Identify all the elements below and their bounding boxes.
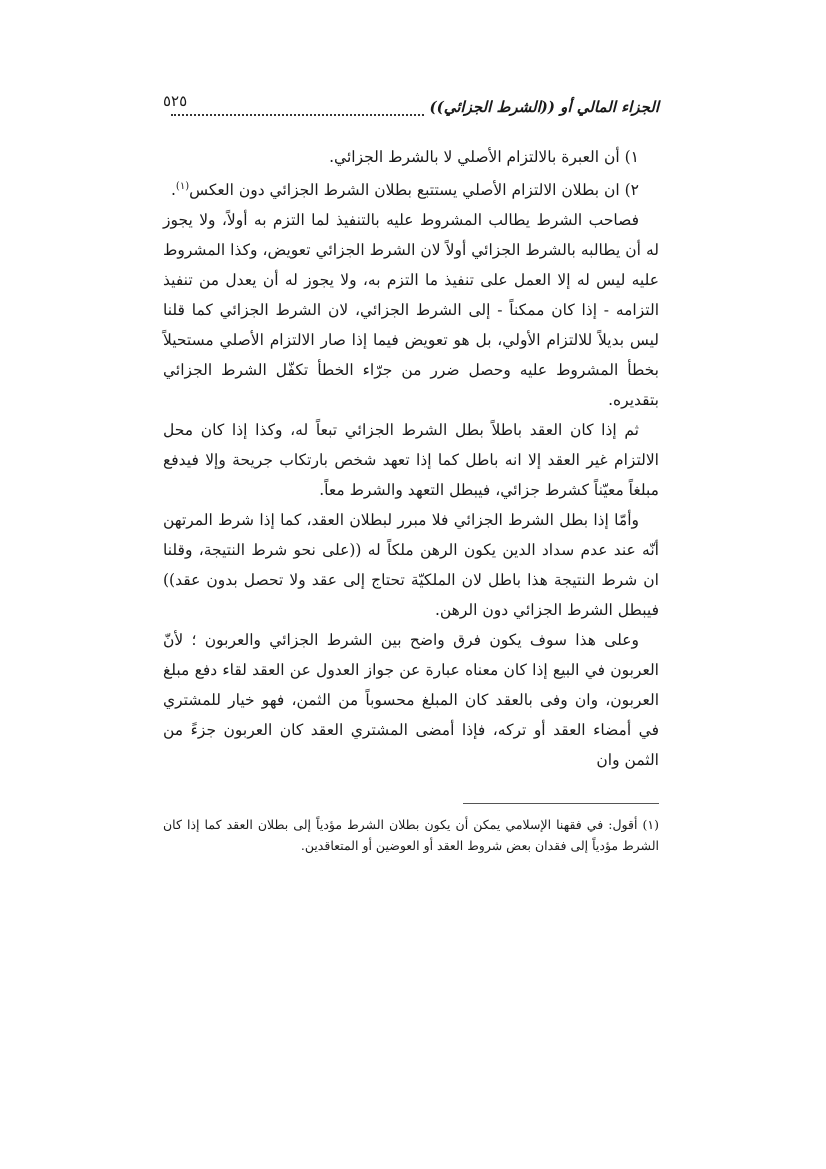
paragraph-1: فصاحب الشرط يطالب المشروط عليه بالتنفيذ لما التزم به أولاً، ولا يجوز له أن يطالبه بالشرط الجزائي أولاً لان الشرط الجزائي تعويض، وكذا المشروط عليه ليس له إلا العمل على تنفيذ ما التزم به، ولا يجوز له أن يعدل من تنفيذ التزامه - إذا كان ممكناً - إلى الشرط الجزائي، لان الشرط الجزائي كما قلنا ليس بديلاً للالتزام الأولي، بل هو تعويض فيما إذا صار الالتزام الأصلي مستحيلاً بخطأ المشروط عليه وحصل ضرر من جرّاء الخطأ تكفّل الشرط الجزائي بتقديره. bbox=[163, 211, 659, 410]
footnote-separator bbox=[463, 803, 659, 804]
list-item-2 bbox=[163, 172, 659, 205]
paragraph-4: وعلى هذا سوف يكون فرق واضح بين الشرط الجزائي والعربون ؛ لأنّ العربون في البيع إذا كان معناه عبارة عن جواز العدول عن العقد لقاء دفع مبلغ العربون، وان وفى بالعقد كان المبلغ محسوباً من الثمن، فهو خيار للمشتري في أمضاء العقد أو تركه، فإذا أمضى المشتري العقد كان العربون جزءً من الثمن وان bbox=[163, 631, 659, 770]
list-item-2-end: . bbox=[170, 181, 176, 200]
list-item-2-text: ٢) ان بطلان الالتزام الأصلي يستتبع بطلان الشرط الجزائي دون العكس bbox=[189, 181, 639, 200]
footnote-reference: (١) bbox=[175, 181, 190, 192]
footnote-text: (١) أقول: في فقهنا الإسلامي يمكن أن يكون بطلان الشرط مؤدياً إلى بطلان العقد كما إذا كان الشرط مؤدياً إلى فقدان بعض شروط العقد أو العوضين أو المتعاقدين. bbox=[163, 817, 659, 854]
footnote bbox=[163, 814, 659, 856]
running-header bbox=[163, 92, 659, 122]
book-page bbox=[163, 92, 659, 856]
paragraph-2: ثم إذا كان العقد باطلاً بطل الشرط الجزائي تبعاً له، وكذا إذا كان محل الالتزام غير العقد إلا انه باطل كما إذا تعهد شخص بارتكاب جريحة وإلا فيدفع مبلغاً معيّناً كشرط جزائي، فيبطل التعهد والشرط معاً. bbox=[163, 421, 659, 500]
list-item-1: ١) أن العبرة بالالتزام الأصلي لا بالشرط الجزائي. bbox=[329, 148, 639, 166]
paragraph-3: وأمّا إذا بطل الشرط الجزائي فلا مبرر لبطلان العقد، كما إذا شرط المرتهن أنّه عند عدم سداد الدين يكون الرهن ملكاً له ((على نحو شرط النتيجة، وقلنا ان شرط النتيجة هذا باطل لان الملكيّة تحتاج إلى عقد ولا تحصل بدون عقد)) فيبطل الشرط الجزائي دون الرهن. bbox=[163, 511, 659, 620]
running-title: الجزاء المالي أو ((الشرط الجزائي)) bbox=[424, 98, 659, 116]
body-text bbox=[163, 142, 659, 775]
page-number: ٥٢٥ bbox=[163, 92, 188, 110]
